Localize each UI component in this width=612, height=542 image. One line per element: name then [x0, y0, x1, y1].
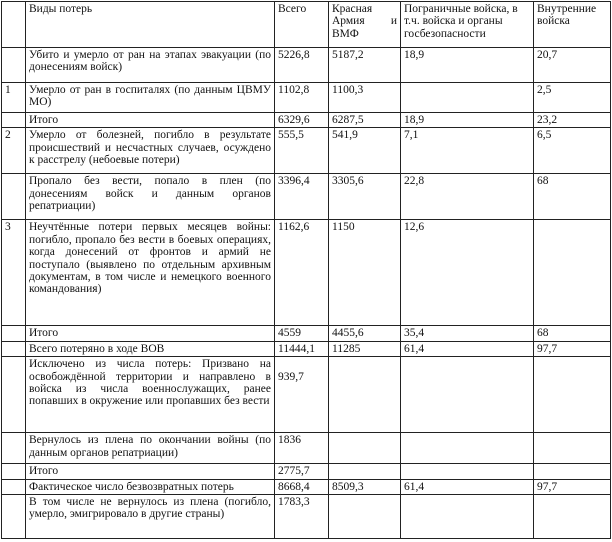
row-border — [401, 464, 534, 479]
row-total: 3396,4 — [275, 174, 329, 220]
losses-table — [1, 1, 611, 539]
row-total: 1102,8 — [275, 83, 329, 113]
header-border-troops: Пограничные войска, в т.ч. войска и органы госбезопасности — [401, 2, 534, 48]
table-row — [2, 326, 611, 341]
row-internal: 97,7 — [534, 479, 611, 494]
row-internal: 68 — [534, 326, 611, 341]
row-border — [401, 433, 534, 464]
row-army-navy — [329, 495, 401, 539]
row-num — [2, 464, 26, 479]
header-total: Всего — [275, 2, 329, 48]
row-border: 61,4 — [401, 479, 534, 494]
row-num — [2, 174, 26, 220]
row-internal: 68 — [534, 174, 611, 220]
row-border — [401, 83, 534, 113]
row-army-navy: 1150 — [329, 220, 401, 326]
table-row — [2, 341, 611, 356]
row-border: 12,6 — [401, 220, 534, 326]
row-army-navy — [329, 357, 401, 433]
row-label: Фактическое число безвозвратных потерь — [26, 479, 275, 494]
row-label: Умерло от болезней, погибло в результате происшествий и несчастных случаев, осуждено к расстрелу (небоевые потери) — [26, 128, 275, 174]
row-label: Пропало без вести, попало в плен (по донесениям войск и данным органов репатриации) — [26, 174, 275, 220]
row-internal: 23,2 — [534, 113, 611, 128]
row-num — [2, 433, 26, 464]
row-label: Неучтённые потери первых месяцев войны: погибло, пропало без вести в боевых операциях, когда донесений от фронтов и армий не поступало (выявлено по отдельным архивным документам, в том числе и немецкого военного командования) — [26, 220, 275, 326]
row-border — [401, 495, 534, 539]
row-internal: 97,7 — [534, 341, 611, 356]
row-num — [2, 479, 26, 494]
table-row — [2, 464, 611, 479]
header-num — [2, 2, 26, 48]
row-army-navy: 8509,3 — [329, 479, 401, 494]
row-num: 1 — [2, 83, 26, 113]
row-total: 939,7 — [275, 357, 329, 433]
row-num: 2 — [2, 128, 26, 174]
row-total: 11444,1 — [275, 341, 329, 356]
row-army-navy: 541,9 — [329, 128, 401, 174]
row-internal: 6,5 — [534, 128, 611, 174]
table-row — [2, 128, 611, 174]
row-label: Убито и умерло от ран на этапах эвакуации (по донесениям войск) — [26, 48, 275, 83]
header-loss-type: Виды потерь — [26, 2, 275, 48]
table-row — [2, 113, 611, 128]
table-row — [2, 495, 611, 539]
row-border: 35,4 — [401, 326, 534, 341]
row-num — [2, 326, 26, 341]
row-num — [2, 341, 26, 356]
row-total: 1783,3 — [275, 495, 329, 539]
row-army-navy: 1100,3 — [329, 83, 401, 113]
table-row — [2, 174, 611, 220]
row-internal — [534, 433, 611, 464]
row-total: 6329,6 — [275, 113, 329, 128]
row-label: Всего потеряно в ходе ВОВ — [26, 341, 275, 356]
row-total: 5226,8 — [275, 48, 329, 83]
row-total: 555,5 — [275, 128, 329, 174]
row-army-navy — [329, 464, 401, 479]
row-border: 18,9 — [401, 113, 534, 128]
table-row — [2, 220, 611, 326]
row-army-navy — [329, 433, 401, 464]
header-internal-troops: Внутренние войска — [534, 2, 611, 48]
row-label: Итого — [26, 113, 275, 128]
row-border: 61,4 — [401, 341, 534, 356]
row-num: 3 — [2, 220, 26, 326]
row-total: 1162,6 — [275, 220, 329, 326]
row-label: Умерло от ран в госпиталях (по данным ЦВМУ МО) — [26, 83, 275, 113]
row-internal: 20,7 — [534, 48, 611, 83]
row-internal — [534, 220, 611, 326]
row-total: 4559 — [275, 326, 329, 341]
row-army-navy: 6287,5 — [329, 113, 401, 128]
row-internal: 2,5 — [534, 83, 611, 113]
table-row — [2, 83, 611, 113]
row-border — [401, 357, 534, 433]
row-label: Вернулось из плена по окончании войны (по данным органов репатриации) — [26, 433, 275, 464]
table-header-row — [2, 2, 611, 48]
row-num — [2, 495, 26, 539]
row-internal — [534, 357, 611, 433]
table-row — [2, 479, 611, 494]
row-border: 22,8 — [401, 174, 534, 220]
row-army-navy: 11285 — [329, 341, 401, 356]
row-internal — [534, 464, 611, 479]
row-border: 18,9 — [401, 48, 534, 83]
table-row — [2, 48, 611, 83]
row-total: 1836 — [275, 433, 329, 464]
table-row — [2, 357, 611, 433]
header-army-navy: Красная Армия и ВМФ — [329, 2, 401, 48]
row-army-navy: 3305,6 — [329, 174, 401, 220]
row-total: 2775,7 — [275, 464, 329, 479]
table-row — [2, 433, 611, 464]
row-army-navy: 5187,2 — [329, 48, 401, 83]
row-label: Итого — [26, 464, 275, 479]
row-label: Исключено из числа потерь: Призвано на освобождённой территории и направлено в войска из числа военнослужащих, ранее попавших в окружение или пропавших без вести — [26, 357, 275, 433]
row-label: В том числе не вернулось из плена (погибло, умерло, эмигрировало в другие страны) — [26, 495, 275, 539]
row-total: 8668,4 — [275, 479, 329, 494]
row-num — [2, 357, 26, 433]
row-num — [2, 48, 26, 83]
row-army-navy: 4455,6 — [329, 326, 401, 341]
row-border: 7,1 — [401, 128, 534, 174]
row-internal — [534, 495, 611, 539]
row-num — [2, 113, 26, 128]
row-label: Итого — [26, 326, 275, 341]
